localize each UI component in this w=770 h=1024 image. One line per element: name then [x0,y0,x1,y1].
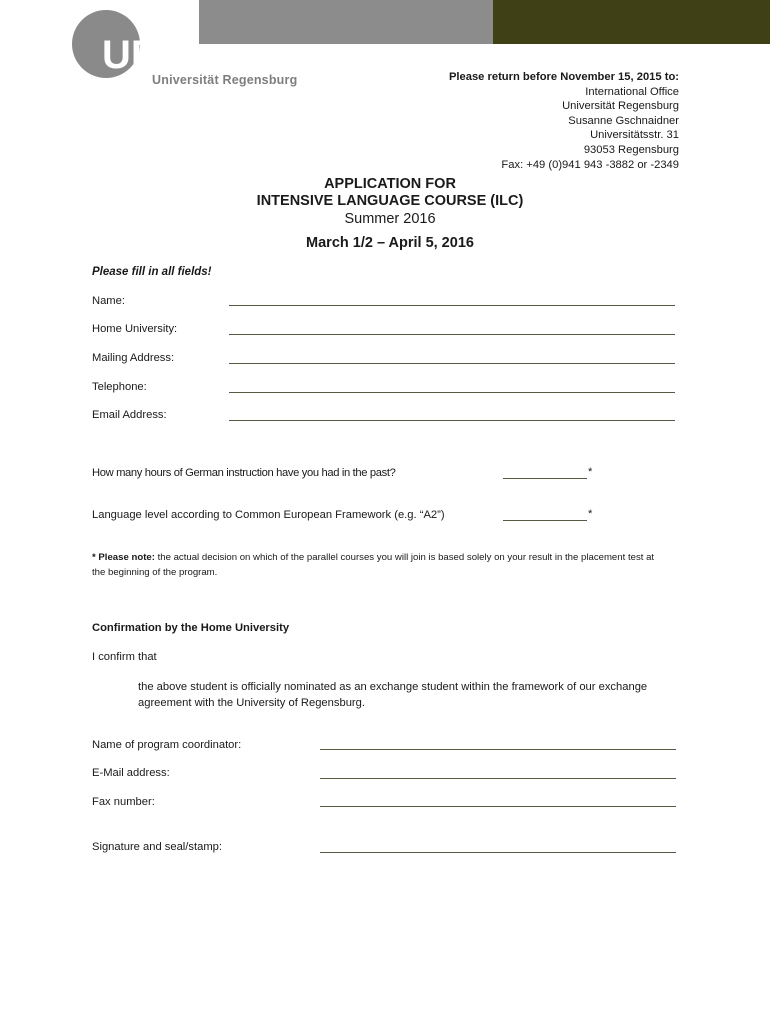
field-label-fax: Fax number: [92,796,155,808]
field-line-name[interactable] [229,305,675,306]
field-label-mailing-address: Mailing Address: [92,352,175,364]
field-label-email: Email Address: [92,409,167,421]
return-line: Universitätsstr. 31 [590,129,679,142]
note-text: the actual decision on which of the parallel courses you will join is based solely on your result in the placement test at the beginning of the program. [92,552,655,578]
header-bar-olive [493,0,770,44]
field-line-coordinator[interactable] [320,749,676,750]
question-language-level: Language level according to Common European Framework (e.g. “A2”) [92,509,445,521]
return-line: 93053 Regensburg [583,143,679,156]
logo-university-name: Universität Regensburg [152,73,298,87]
return-line: International Office [585,85,679,98]
title-dates: March 1/2 – April 5, 2016 [306,235,474,251]
title-line-3: Summer 2016 [344,211,436,227]
note-prefix: * Please note: [92,552,155,563]
field-label-telephone: Telephone: [92,381,147,393]
return-line: Susanne Gschnaidner [568,114,679,127]
field-line-coordinator-email[interactable] [320,778,676,779]
field-label-name: Name: [92,295,125,307]
placement-note [92,550,662,580]
field-label-home-university: Home University: [92,323,178,335]
field-label-coordinator-email: E-Mail address: [92,767,170,779]
return-address-block [449,70,679,172]
field-line-home-university[interactable] [229,334,675,335]
fill-instruction: Please fill in all fields! [92,266,212,278]
title-line-2: INTENSIVE LANGUAGE COURSE (ILC) [256,193,524,209]
return-line: Fax: +49 (0)941 943 -3882 or -2349 [501,158,679,171]
field-line-telephone[interactable] [229,392,675,393]
return-heading: Please return before November 15, 2015 to: [448,71,679,83]
document-title [0,176,770,251]
field-label-coordinator: Name of program coordinator: [92,739,242,751]
field-label-signature: Signature and seal/stamp: [92,841,222,853]
field-line-mailing-address[interactable] [229,363,675,364]
logo-mark-u: UR [102,33,160,77]
answer-line-hours-german[interactable] [503,478,587,479]
return-line: Universität Regensburg [562,100,679,113]
confirmation-statement: the above student is officially nominated as an exchange student within the framework of our exchange agreement with the University of Regensburg. [138,681,648,709]
confirmation-heading: Confirmation by the Home University [92,622,290,634]
title-line-1: APPLICATION FOR [324,176,456,192]
answer-line-language-level[interactable] [503,520,587,521]
field-line-fax[interactable] [320,806,676,807]
question-hours-german: How many hours of German instruction have you had in the past? [92,467,396,479]
required-marker: * [588,466,593,478]
confirmation-intro: I confirm that [92,651,157,663]
field-line-signature[interactable] [320,852,676,853]
field-line-email[interactable] [229,420,675,421]
required-marker: * [588,508,593,520]
